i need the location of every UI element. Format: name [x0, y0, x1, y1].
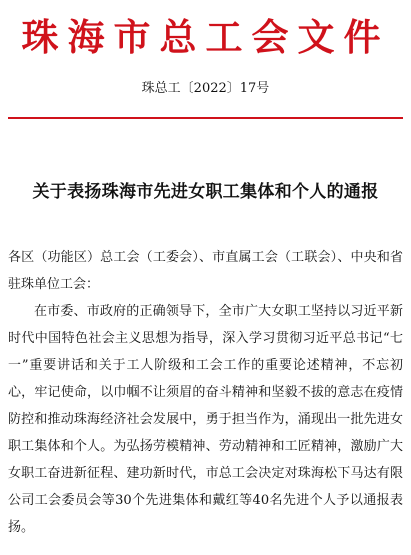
document-title: 关于表扬珠海市先进女职工集体和个人的通报 — [32, 182, 379, 202]
document-number: 珠总工〔2022〕17号 — [141, 81, 270, 96]
header-divider — [8, 117, 403, 119]
salutation: 各区（功能区）总工会（工委会）、市直属工会（工联会）、中央和省驻珠单位工会： — [8, 250, 403, 292]
document-header-title: 珠海市总工会文件 — [21, 16, 390, 59]
body-paragraph: 在市委、市政府的正确领导下，全市广大女职工坚持以习近平新时代中国特色社会主义思想为指导，深入学习贯彻习近平总书记“七一”重要讲话和关于工人阶级和工会工作的重要论述精神，不忘初心，牢记使命，以巾帼不让须眉的奋斗精神和坚毅不拔的意志在疫情防控和推动珠海经济社会发展中，勇于担当作为，涌现出一批先进女职工集体和个人。为弘扬劳模精神、劳动精神和工匠精神，激励广大女职工奋进新征程、建功新时代，市总工会决定对珠海松下马达有限公司工会委员会等30个先进集体和戴红等40名先进个人予以通报表扬。 — [8, 304, 403, 535]
document-body — [8, 244, 403, 541]
